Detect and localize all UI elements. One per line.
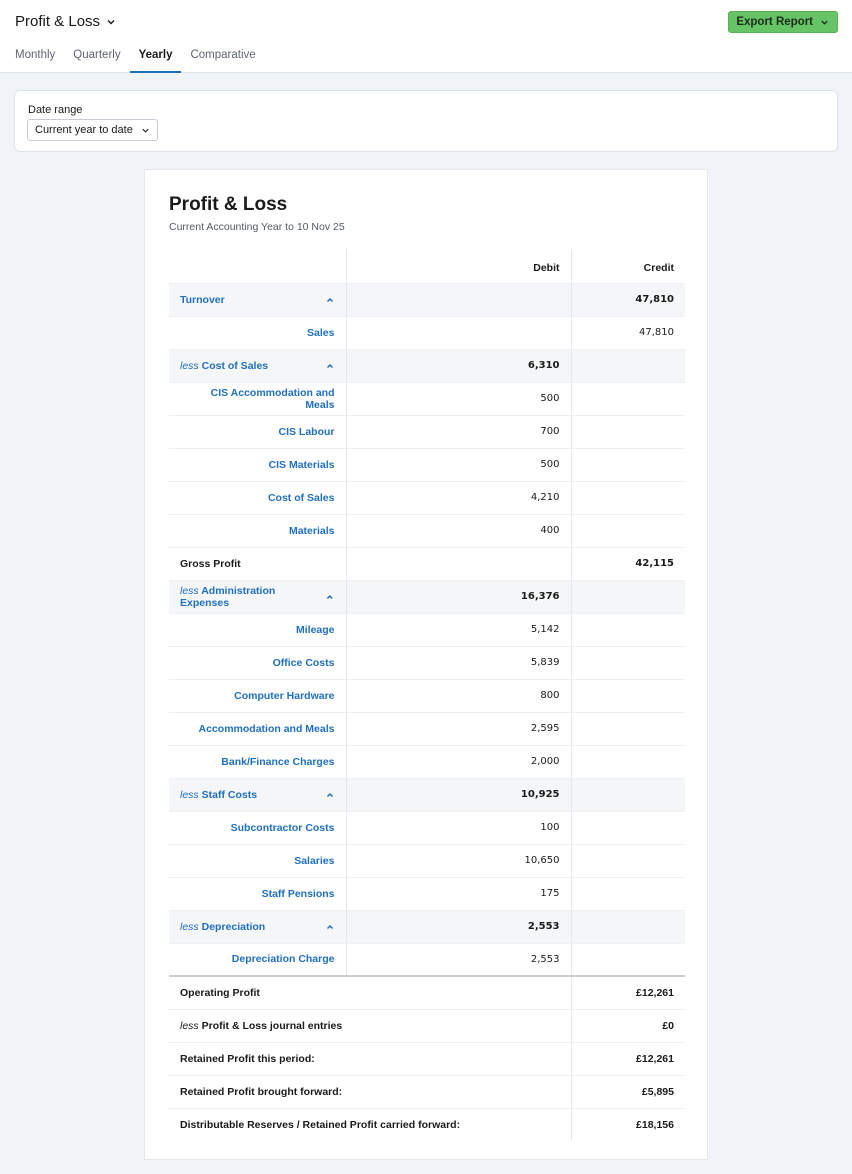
chevron-up-icon	[325, 790, 335, 800]
report-subtitle: Current Accounting Year to 10 Nov 25	[169, 221, 345, 233]
section-label: Administration Expenses	[180, 584, 276, 609]
account-link[interactable]: Computer Hardware	[234, 689, 335, 702]
debit-cell	[346, 283, 571, 316]
chevron-down-icon	[820, 18, 829, 27]
table-row	[169, 514, 685, 547]
chevron-up-icon	[325, 361, 335, 371]
credit-cell: 47,810	[571, 283, 685, 316]
account-link[interactable]: CIS Labour	[278, 425, 335, 438]
summary-label-cell	[169, 1009, 571, 1042]
account-link[interactable]: Salaries	[294, 854, 335, 867]
summary-value: £12,261	[571, 1042, 685, 1075]
table-row	[169, 415, 685, 448]
summary-row-retained-profit-forward	[169, 1075, 685, 1108]
table-row	[169, 613, 685, 646]
summary-label: Distributable Reserves / Retained Profit carried forward:	[169, 1108, 571, 1141]
date-range-value: Current year to date	[35, 124, 133, 136]
tab-quarterly[interactable]: Quarterly	[73, 49, 121, 61]
credit-column-header: Credit	[571, 249, 685, 283]
debit-cell: 700	[346, 415, 571, 448]
summary-value: £5,895	[571, 1075, 685, 1108]
date-range-label: Date range	[28, 104, 83, 116]
debit-cell: 175	[346, 877, 571, 910]
section-toggle-turnover[interactable]	[169, 283, 346, 316]
credit-cell	[571, 415, 685, 448]
credit-cell	[571, 943, 685, 976]
table-row	[169, 646, 685, 679]
debit-cell: 500	[346, 382, 571, 415]
less-prefix: less	[180, 920, 199, 933]
credit-cell	[571, 646, 685, 679]
summary-value: £12,261	[571, 976, 685, 1009]
account-link[interactable]: Bank/Finance Charges	[221, 755, 335, 768]
chevron-down-icon	[141, 126, 150, 135]
debit-cell: 2,000	[346, 745, 571, 778]
tab-yearly[interactable]: Yearly	[130, 49, 182, 73]
credit-cell: 42,115	[571, 547, 685, 580]
debit-cell: 2,553	[346, 910, 571, 943]
section-depreciation	[169, 910, 685, 943]
export-report-button[interactable]	[728, 11, 838, 33]
credit-cell	[571, 712, 685, 745]
chevron-down-icon	[106, 17, 116, 27]
gross-profit-row	[169, 547, 685, 580]
period-tabs	[15, 49, 274, 73]
credit-cell	[571, 481, 685, 514]
account-link[interactable]: CIS Materials	[268, 458, 335, 471]
summary-value: £0	[571, 1009, 685, 1042]
debit-cell: 5,839	[346, 646, 571, 679]
summary-row-distributable-reserves	[169, 1108, 685, 1141]
section-staff-costs	[169, 778, 685, 811]
less-prefix: less	[180, 788, 199, 801]
credit-cell	[571, 382, 685, 415]
debit-cell: 10,925	[346, 778, 571, 811]
report-card	[144, 169, 708, 1160]
less-prefix: less	[180, 359, 199, 372]
table-row	[169, 877, 685, 910]
account-link[interactable]: Mileage	[295, 623, 335, 636]
credit-cell: 47,810	[571, 316, 685, 349]
tab-comparative[interactable]: Comparative	[190, 49, 256, 61]
table-row	[169, 316, 685, 349]
account-link[interactable]: Office Costs	[272, 656, 335, 669]
section-toggle-cost-of-sales[interactable]	[169, 349, 346, 382]
debit-cell: 16,376	[346, 580, 571, 613]
gross-profit-label: Gross Profit	[169, 547, 346, 580]
debit-cell: 500	[346, 448, 571, 481]
credit-cell	[571, 613, 685, 646]
top-bar	[0, 0, 852, 73]
credit-cell	[571, 349, 685, 382]
account-link[interactable]: Depreciation Charge	[231, 953, 335, 966]
credit-cell	[571, 877, 685, 910]
date-range-select[interactable]	[27, 119, 158, 141]
report-switcher[interactable]	[15, 13, 116, 30]
table-row	[169, 844, 685, 877]
debit-cell: 800	[346, 679, 571, 712]
debit-cell: 100	[346, 811, 571, 844]
section-label: Cost of Sales	[201, 359, 269, 372]
section-administration-expenses	[169, 580, 685, 613]
summary-row-operating-profit	[169, 976, 685, 1009]
table-header-row	[169, 249, 685, 283]
credit-cell	[571, 811, 685, 844]
summary-label: Profit & Loss journal entries	[201, 1019, 343, 1032]
summary-row-retained-profit-period	[169, 1042, 685, 1075]
credit-cell	[571, 910, 685, 943]
account-link[interactable]: Subcontractor Costs	[230, 821, 335, 834]
export-report-label: Export Report	[736, 16, 813, 28]
debit-column-header: Debit	[346, 249, 571, 283]
section-cost-of-sales	[169, 349, 685, 382]
credit-cell	[571, 745, 685, 778]
section-toggle-staff-costs[interactable]	[169, 778, 346, 811]
section-turnover	[169, 283, 685, 316]
summary-value: £18,156	[636, 1118, 674, 1131]
chevron-up-icon	[325, 922, 335, 932]
credit-cell	[571, 679, 685, 712]
debit-cell	[346, 316, 571, 349]
tab-monthly[interactable]: Monthly	[15, 49, 56, 61]
chevron-up-icon	[325, 592, 335, 602]
account-link[interactable]: Cost of Sales	[267, 491, 335, 504]
section-label: Staff Costs	[201, 788, 258, 801]
section-label: Depreciation	[201, 920, 266, 933]
table-row	[169, 481, 685, 514]
credit-cell	[571, 778, 685, 811]
debit-cell	[346, 547, 571, 580]
debit-cell: 400	[346, 514, 571, 547]
account-link[interactable]: Accommodation and Meals	[198, 722, 335, 735]
table-row	[169, 382, 685, 415]
account-link[interactable]: CIS Accommodation and Meals	[210, 386, 335, 411]
debit-cell: 2,595	[346, 712, 571, 745]
debit-cell: 4,210	[346, 481, 571, 514]
section-label: Turnover	[180, 293, 225, 306]
summary-label: Operating Profit	[169, 976, 571, 1009]
account-link-sales[interactable]: Sales	[307, 326, 335, 339]
table-row	[169, 745, 685, 778]
table-row	[169, 679, 685, 712]
summary-label: Retained Profit this period:	[169, 1042, 571, 1075]
section-toggle-depreciation[interactable]	[169, 910, 346, 943]
report-title: Profit & Loss	[169, 194, 288, 215]
table-row	[169, 712, 685, 745]
debit-cell: 2,553	[346, 943, 571, 976]
filter-panel	[14, 90, 838, 152]
summary-label: Retained Profit brought forward:	[169, 1075, 571, 1108]
account-column-header	[169, 249, 346, 283]
credit-cell	[571, 844, 685, 877]
debit-cell: 5,142	[346, 613, 571, 646]
less-prefix: less	[180, 1019, 199, 1032]
page-title: Profit & Loss	[15, 13, 101, 30]
account-link[interactable]: Materials	[288, 524, 335, 537]
debit-cell: 6,310	[346, 349, 571, 382]
credit-cell	[571, 580, 685, 613]
table-row	[169, 811, 685, 844]
account-link[interactable]: Staff Pensions	[261, 887, 335, 900]
table-row	[169, 943, 685, 976]
credit-cell	[571, 514, 685, 547]
less-prefix: less	[180, 584, 199, 597]
chevron-up-icon	[325, 295, 335, 305]
profit-loss-table	[169, 249, 685, 1141]
summary-row-journal-entries	[169, 1009, 685, 1042]
section-toggle-administration-expenses[interactable]	[169, 580, 346, 613]
table-row	[169, 448, 685, 481]
debit-cell: 10,650	[346, 844, 571, 877]
credit-cell	[571, 448, 685, 481]
